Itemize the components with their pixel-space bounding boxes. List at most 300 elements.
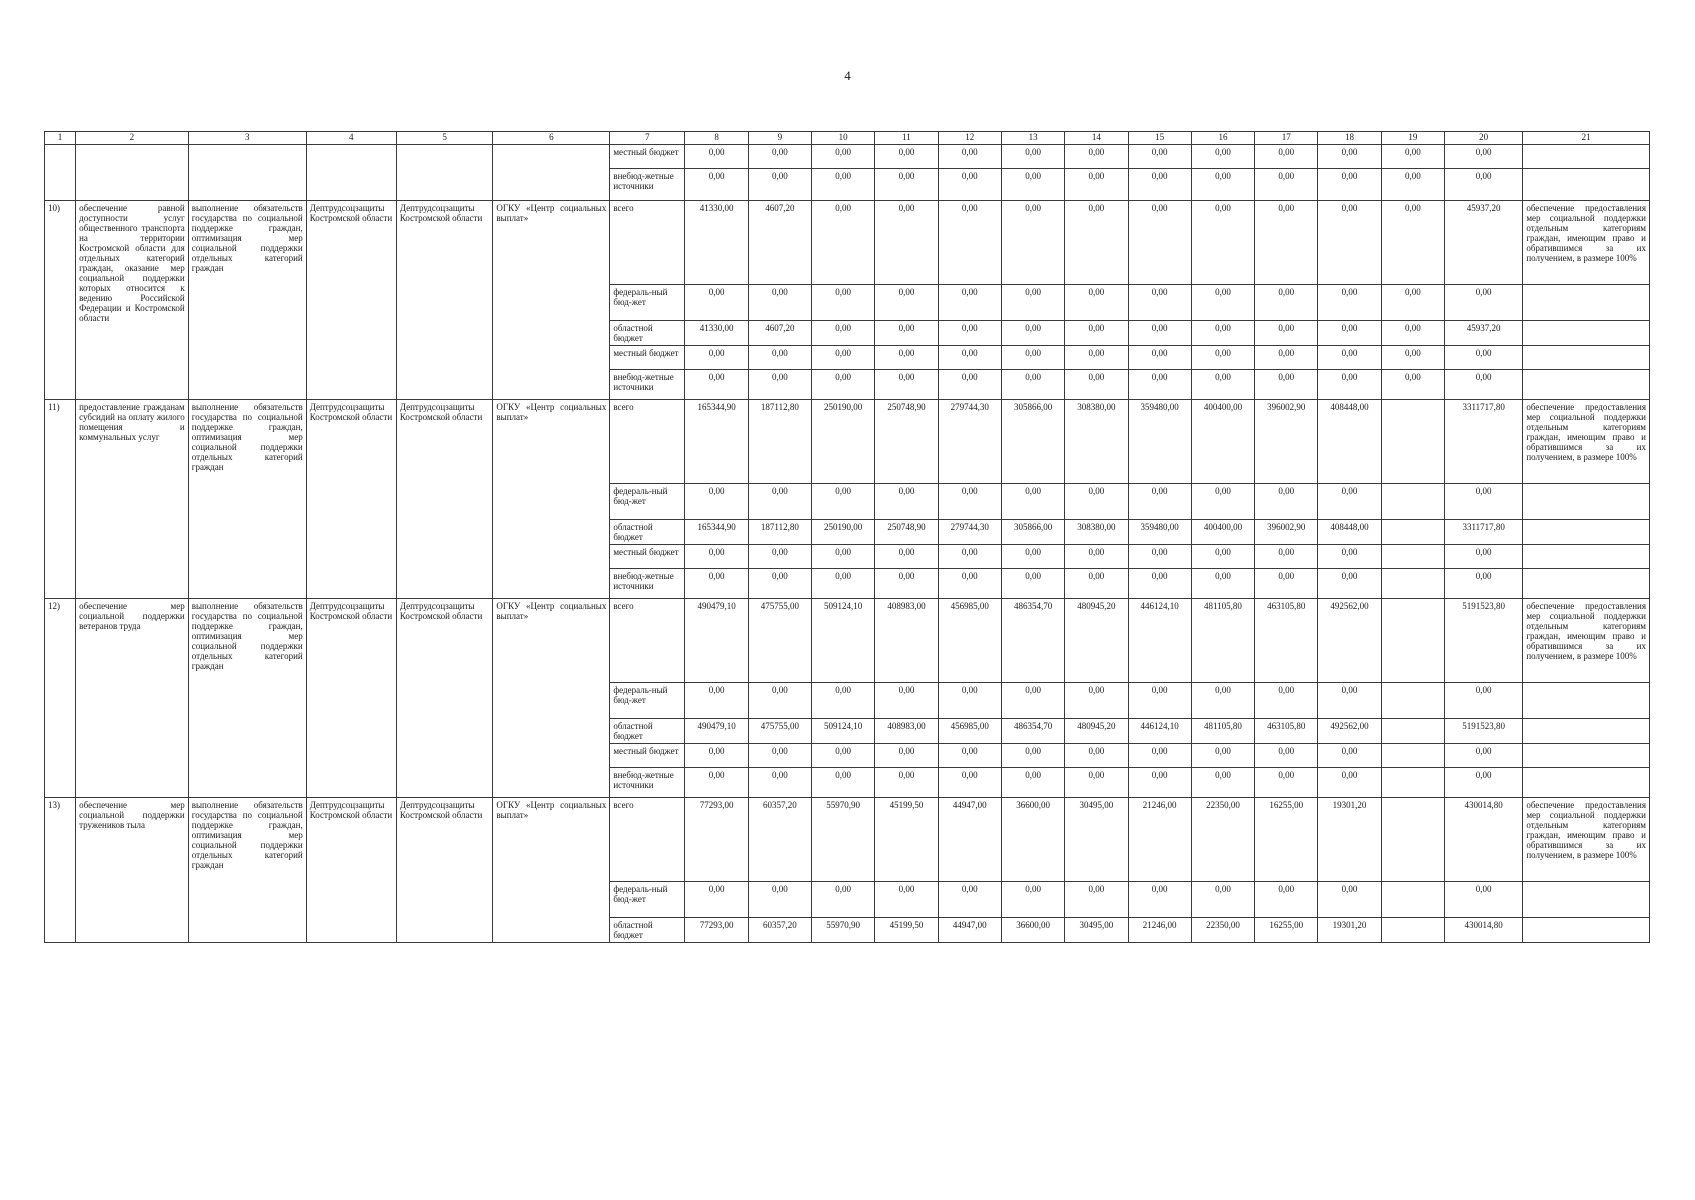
value-cell: 490479,10 <box>685 599 748 683</box>
client-cell: Дептрудсоцзащиты Костромской области <box>396 798 493 943</box>
value-cell: 0,00 <box>748 545 811 569</box>
result-cell <box>1523 744 1650 768</box>
value-cell: 0,00 <box>1318 321 1381 346</box>
value-cell: 0,00 <box>1255 569 1318 599</box>
value-cell <box>1381 798 1444 882</box>
table-row <box>45 145 1650 169</box>
value-cell: 0,00 <box>748 882 811 918</box>
value-cell: 0,00 <box>1128 744 1191 768</box>
value-cell: 0,00 <box>1001 683 1064 719</box>
value-cell: 0,00 <box>748 145 811 169</box>
value-cell <box>1381 484 1444 520</box>
value-cell <box>1381 744 1444 768</box>
budget-table <box>44 131 1650 943</box>
value-cell: 481105,80 <box>1191 599 1254 683</box>
value-cell <box>1381 768 1444 798</box>
value-cell: 0,00 <box>875 145 938 169</box>
value-cell: 0,00 <box>938 346 1001 370</box>
value-cell: 0,00 <box>1255 744 1318 768</box>
value-cell: 446124,10 <box>1128 719 1191 744</box>
value-cell: 0,00 <box>748 683 811 719</box>
value-cell: 0,00 <box>812 744 875 768</box>
funding-source: всего <box>610 798 685 882</box>
result-cell: обеспечение предоставления мер социальной поддержки отдельным категориям граждан, имеющим право и обратившимся за их получением, в размере 100% <box>1523 400 1650 484</box>
funding-source: всего <box>610 201 685 285</box>
value-cell: 0,00 <box>1128 882 1191 918</box>
result-cell <box>1523 145 1650 169</box>
value-cell: 0,00 <box>1065 744 1128 768</box>
task-cell: выполнение обязательств государства по социальной поддержке граждан, оптимизация мер социальной поддержки отдельных категорий граждан <box>188 400 306 599</box>
value-cell: 0,00 <box>1318 484 1381 520</box>
value-cell: 0,00 <box>748 484 811 520</box>
value-cell: 0,00 <box>1318 169 1381 201</box>
funding-source: внебюд-жетные источники <box>610 169 685 201</box>
executor-cell: ОГКУ «Центр социальных выплат» <box>493 201 610 400</box>
value-cell: 0,00 <box>1065 201 1128 285</box>
value-cell: 509124,10 <box>812 599 875 683</box>
value-cell: 0,00 <box>1191 145 1254 169</box>
value-cell: 0,00 <box>1191 285 1254 321</box>
header-cell: 3 <box>188 132 306 145</box>
value-cell: 45199,50 <box>875 918 938 943</box>
value-cell: 0,00 <box>1001 545 1064 569</box>
value-cell: 0,00 <box>1128 768 1191 798</box>
value-cell: 0,00 <box>812 569 875 599</box>
value-cell: 0,00 <box>685 346 748 370</box>
value-cell: 0,00 <box>1255 285 1318 321</box>
value-cell: 0,00 <box>938 683 1001 719</box>
value-cell: 0,00 <box>1065 370 1128 400</box>
value-cell: 0,00 <box>812 346 875 370</box>
funding-source: федераль-ный бюд-жет <box>610 484 685 520</box>
value-cell: 475755,00 <box>748 719 811 744</box>
funding-source: местный бюджет <box>610 744 685 768</box>
header-cell: 12 <box>938 132 1001 145</box>
header-cell: 20 <box>1445 132 1523 145</box>
value-cell: 0,00 <box>1065 882 1128 918</box>
value-cell: 279744,30 <box>938 520 1001 545</box>
total-cell: 0,00 <box>1445 285 1523 321</box>
value-cell: 0,00 <box>1001 321 1064 346</box>
value-cell: 0,00 <box>812 882 875 918</box>
value-cell: 30495,00 <box>1065 918 1128 943</box>
value-cell: 0,00 <box>1191 545 1254 569</box>
value-cell: 0,00 <box>938 768 1001 798</box>
executor-cell: ОГКУ «Центр социальных выплат» <box>493 798 610 943</box>
value-cell: 0,00 <box>1318 370 1381 400</box>
value-cell: 0,00 <box>1065 321 1128 346</box>
value-cell: 0,00 <box>1318 744 1381 768</box>
value-cell: 0,00 <box>1255 145 1318 169</box>
value-cell: 165344,90 <box>685 400 748 484</box>
empty-cell <box>396 145 493 201</box>
value-cell: 77293,00 <box>685 918 748 943</box>
funding-source: областной бюджет <box>610 719 685 744</box>
value-cell: 0,00 <box>748 569 811 599</box>
client-cell: Дептрудсоцзащиты Костромской области <box>396 400 493 599</box>
value-cell: 30495,00 <box>1065 798 1128 882</box>
value-cell: 463105,80 <box>1255 599 1318 683</box>
value-cell: 0,00 <box>1191 346 1254 370</box>
value-cell: 0,00 <box>1065 768 1128 798</box>
header-cell: 17 <box>1255 132 1318 145</box>
value-cell: 0,00 <box>1191 744 1254 768</box>
total-cell: 0,00 <box>1445 169 1523 201</box>
value-cell: 0,00 <box>1255 169 1318 201</box>
funding-source: областной бюджет <box>610 918 685 943</box>
value-cell: 279744,30 <box>938 400 1001 484</box>
value-cell: 0,00 <box>748 370 811 400</box>
value-cell: 396002,90 <box>1255 400 1318 484</box>
total-cell: 0,00 <box>1445 882 1523 918</box>
value-cell: 400400,00 <box>1191 520 1254 545</box>
header-cell: 7 <box>610 132 685 145</box>
value-cell: 250190,00 <box>812 520 875 545</box>
value-cell: 0,00 <box>685 882 748 918</box>
value-cell: 0,00 <box>1065 285 1128 321</box>
value-cell: 0,00 <box>875 569 938 599</box>
value-cell: 0,00 <box>1128 545 1191 569</box>
value-cell <box>1381 719 1444 744</box>
result-cell <box>1523 545 1650 569</box>
value-cell: 0,00 <box>1128 201 1191 285</box>
value-cell: 22350,00 <box>1191 918 1254 943</box>
value-cell: 55970,90 <box>812 918 875 943</box>
value-cell: 0,00 <box>1318 545 1381 569</box>
value-cell: 0,00 <box>748 346 811 370</box>
value-cell: 0,00 <box>1001 346 1064 370</box>
total-cell: 45937,20 <box>1445 201 1523 285</box>
value-cell: 0,00 <box>875 346 938 370</box>
value-cell: 60357,20 <box>748 918 811 943</box>
result-cell <box>1523 370 1650 400</box>
table-row <box>45 201 1650 285</box>
total-cell: 0,00 <box>1445 569 1523 599</box>
value-cell: 486354,70 <box>1001 719 1064 744</box>
value-cell: 408448,00 <box>1318 520 1381 545</box>
header-cell: 1 <box>45 132 76 145</box>
value-cell: 0,00 <box>875 484 938 520</box>
client-cell: Дептрудсоцзащиты Костромской области <box>396 201 493 400</box>
header-cell: 5 <box>396 132 493 145</box>
value-cell: 400400,00 <box>1191 400 1254 484</box>
client-cell: Дептрудсоцзащиты Костромской области <box>396 599 493 798</box>
value-cell: 0,00 <box>1001 145 1064 169</box>
value-cell: 0,00 <box>685 370 748 400</box>
value-cell: 0,00 <box>1255 882 1318 918</box>
table-row <box>45 400 1650 484</box>
value-cell: 0,00 <box>685 683 748 719</box>
value-cell: 396002,90 <box>1255 520 1318 545</box>
total-cell: 0,00 <box>1445 744 1523 768</box>
value-cell: 0,00 <box>1255 545 1318 569</box>
value-cell: 21246,00 <box>1128 918 1191 943</box>
value-cell: 36600,00 <box>1001 798 1064 882</box>
value-cell <box>1381 683 1444 719</box>
total-cell: 0,00 <box>1445 484 1523 520</box>
value-cell: 481105,80 <box>1191 719 1254 744</box>
measure-name: обеспечение равной доступности услуг общественного транспорта на территории Костромской области для отдельных категорий граждан, оказание мер социальной поддержки которых относится к ведению Российской Федерации и Костромской области <box>76 201 189 400</box>
result-cell <box>1523 768 1650 798</box>
value-cell: 408983,00 <box>875 719 938 744</box>
value-cell: 0,00 <box>1065 683 1128 719</box>
value-cell: 463105,80 <box>1255 719 1318 744</box>
value-cell: 0,00 <box>1191 683 1254 719</box>
value-cell: 41330,00 <box>685 201 748 285</box>
value-cell: 0,00 <box>1191 882 1254 918</box>
value-cell: 0,00 <box>1381 321 1444 346</box>
value-cell: 0,00 <box>1318 683 1381 719</box>
header-cell: 18 <box>1318 132 1381 145</box>
total-cell: 5191523,80 <box>1445 719 1523 744</box>
value-cell: 0,00 <box>812 370 875 400</box>
value-cell: 308380,00 <box>1065 400 1128 484</box>
value-cell: 77293,00 <box>685 798 748 882</box>
value-cell: 0,00 <box>1381 169 1444 201</box>
value-cell: 0,00 <box>875 321 938 346</box>
executor-cell: ОГКУ «Центр социальных выплат» <box>493 400 610 599</box>
value-cell: 0,00 <box>875 683 938 719</box>
value-cell: 0,00 <box>1001 768 1064 798</box>
value-cell: 0,00 <box>1128 321 1191 346</box>
value-cell: 0,00 <box>1318 569 1381 599</box>
total-cell: 45937,20 <box>1445 321 1523 346</box>
value-cell: 0,00 <box>1001 169 1064 201</box>
value-cell: 0,00 <box>812 484 875 520</box>
value-cell <box>1381 520 1444 545</box>
funding-source: федераль-ный бюд-жет <box>610 683 685 719</box>
result-cell <box>1523 683 1650 719</box>
value-cell: 446124,10 <box>1128 599 1191 683</box>
value-cell: 0,00 <box>938 169 1001 201</box>
total-cell: 3311717,80 <box>1445 400 1523 484</box>
result-cell: обеспечение предоставления мер социальной поддержки отдельным категориям граждан, имеющим право и обратившимся за их получением, в размере 100% <box>1523 599 1650 683</box>
value-cell: 0,00 <box>875 744 938 768</box>
value-cell: 0,00 <box>875 882 938 918</box>
funding-source: местный бюджет <box>610 346 685 370</box>
value-cell: 0,00 <box>748 169 811 201</box>
header-cell: 14 <box>1065 132 1128 145</box>
value-cell: 0,00 <box>685 285 748 321</box>
funding-source: областной бюджет <box>610 321 685 346</box>
value-cell: 475755,00 <box>748 599 811 683</box>
header-cell: 4 <box>306 132 396 145</box>
value-cell: 0,00 <box>812 201 875 285</box>
total-cell: 0,00 <box>1445 545 1523 569</box>
value-cell: 0,00 <box>1065 145 1128 169</box>
value-cell: 0,00 <box>685 744 748 768</box>
header-cell: 21 <box>1523 132 1650 145</box>
value-cell: 0,00 <box>812 169 875 201</box>
value-cell: 250748,90 <box>875 400 938 484</box>
value-cell: 0,00 <box>1318 285 1381 321</box>
value-cell: 0,00 <box>1255 370 1318 400</box>
value-cell: 0,00 <box>938 569 1001 599</box>
measure-name: обеспечение мер социальной поддержки ветеранов труда <box>76 599 189 798</box>
empty-cell <box>76 145 189 201</box>
value-cell: 0,00 <box>875 768 938 798</box>
result-cell <box>1523 346 1650 370</box>
value-cell: 0,00 <box>938 201 1001 285</box>
value-cell: 0,00 <box>1255 484 1318 520</box>
header-cell: 10 <box>812 132 875 145</box>
value-cell: 0,00 <box>875 169 938 201</box>
value-cell: 0,00 <box>1001 744 1064 768</box>
value-cell: 187112,80 <box>748 400 811 484</box>
total-cell: 0,00 <box>1445 346 1523 370</box>
value-cell: 0,00 <box>812 285 875 321</box>
value-cell: 0,00 <box>875 285 938 321</box>
value-cell: 0,00 <box>1065 484 1128 520</box>
value-cell: 490479,10 <box>685 719 748 744</box>
value-cell: 165344,90 <box>685 520 748 545</box>
value-cell: 0,00 <box>1128 346 1191 370</box>
value-cell: 0,00 <box>938 285 1001 321</box>
result-cell <box>1523 569 1650 599</box>
value-cell: 0,00 <box>812 768 875 798</box>
value-cell: 0,00 <box>1191 321 1254 346</box>
item-number: 12) <box>45 599 76 798</box>
funding-source: всего <box>610 599 685 683</box>
value-cell: 0,00 <box>938 484 1001 520</box>
value-cell: 0,00 <box>1318 768 1381 798</box>
value-cell: 0,00 <box>1191 370 1254 400</box>
value-cell: 0,00 <box>1381 370 1444 400</box>
result-cell: обеспечение предоставления мер социальной поддержки отдельным категориям граждан, имеющим право и обратившимся за их получением, в размере 100% <box>1523 798 1650 882</box>
value-cell: 0,00 <box>938 321 1001 346</box>
measure-name: обеспечение мер социальной поддержки тружеников тыла <box>76 798 189 943</box>
value-cell: 0,00 <box>1128 370 1191 400</box>
value-cell: 0,00 <box>1065 569 1128 599</box>
value-cell <box>1381 882 1444 918</box>
value-cell: 19301,20 <box>1318 798 1381 882</box>
value-cell: 0,00 <box>685 169 748 201</box>
empty-cell <box>45 145 76 201</box>
item-number: 11) <box>45 400 76 599</box>
result-cell <box>1523 882 1650 918</box>
header-cell: 15 <box>1128 132 1191 145</box>
value-cell <box>1381 918 1444 943</box>
value-cell: 187112,80 <box>748 520 811 545</box>
header-cell: 2 <box>76 132 189 145</box>
value-cell: 250190,00 <box>812 400 875 484</box>
value-cell: 0,00 <box>1191 201 1254 285</box>
value-cell: 0,00 <box>1065 169 1128 201</box>
value-cell: 0,00 <box>938 145 1001 169</box>
value-cell: 4607,20 <box>748 201 811 285</box>
value-cell: 456985,00 <box>938 599 1001 683</box>
funding-source: внебюд-жетные источники <box>610 370 685 400</box>
result-cell <box>1523 484 1650 520</box>
page-number: 4 <box>844 68 851 83</box>
value-cell: 0,00 <box>1318 145 1381 169</box>
value-cell: 308380,00 <box>1065 520 1128 545</box>
value-cell: 0,00 <box>938 545 1001 569</box>
responsible-cell: Дептрудсоцзащиты Костромской области <box>306 599 396 798</box>
header-cell: 6 <box>493 132 610 145</box>
value-cell: 21246,00 <box>1128 798 1191 882</box>
total-cell: 430014,80 <box>1445 918 1523 943</box>
value-cell: 0,00 <box>1381 285 1444 321</box>
value-cell: 0,00 <box>748 768 811 798</box>
value-cell: 0,00 <box>1255 346 1318 370</box>
item-number: 13) <box>45 798 76 943</box>
value-cell <box>1381 569 1444 599</box>
value-cell <box>1381 545 1444 569</box>
value-cell: 480945,20 <box>1065 599 1128 683</box>
value-cell: 408448,00 <box>1318 400 1381 484</box>
value-cell: 250748,90 <box>875 520 938 545</box>
value-cell: 0,00 <box>938 370 1001 400</box>
empty-cell <box>493 145 610 201</box>
table-row <box>45 798 1650 882</box>
responsible-cell: Дептрудсоцзащиты Костромской области <box>306 798 396 943</box>
value-cell: 0,00 <box>1001 484 1064 520</box>
funding-source: областной бюджет <box>610 520 685 545</box>
value-cell: 0,00 <box>1001 201 1064 285</box>
funding-source: внебюд-жетные источники <box>610 768 685 798</box>
header-row <box>45 132 1650 145</box>
value-cell: 0,00 <box>1318 882 1381 918</box>
value-cell: 19301,20 <box>1318 918 1381 943</box>
value-cell: 0,00 <box>1381 145 1444 169</box>
value-cell: 0,00 <box>1065 346 1128 370</box>
header-cell: 13 <box>1001 132 1064 145</box>
value-cell: 0,00 <box>1255 768 1318 798</box>
task-cell: выполнение обязательств государства по социальной поддержке граждан, оптимизация мер социальной поддержки отдельных категорий граждан <box>188 599 306 798</box>
value-cell: 0,00 <box>1128 145 1191 169</box>
value-cell: 0,00 <box>1065 545 1128 569</box>
value-cell: 0,00 <box>685 768 748 798</box>
funding-source: местный бюджет <box>610 545 685 569</box>
executor-cell: ОГКУ «Центр социальных выплат» <box>493 599 610 798</box>
value-cell: 16255,00 <box>1255 918 1318 943</box>
value-cell: 55970,90 <box>812 798 875 882</box>
value-cell: 0,00 <box>812 545 875 569</box>
funding-source: внебюд-жетные источники <box>610 569 685 599</box>
value-cell: 0,00 <box>1191 169 1254 201</box>
value-cell <box>1381 400 1444 484</box>
value-cell: 0,00 <box>1255 201 1318 285</box>
result-cell <box>1523 169 1650 201</box>
value-cell: 41330,00 <box>685 321 748 346</box>
total-cell: 0,00 <box>1445 370 1523 400</box>
total-cell: 430014,80 <box>1445 798 1523 882</box>
value-cell: 0,00 <box>1128 569 1191 599</box>
value-cell: 0,00 <box>685 545 748 569</box>
value-cell: 0,00 <box>875 545 938 569</box>
table-row <box>45 599 1650 683</box>
funding-source: местный бюджет <box>610 145 685 169</box>
total-cell: 5191523,80 <box>1445 599 1523 683</box>
value-cell: 0,00 <box>1191 569 1254 599</box>
value-cell: 0,00 <box>685 569 748 599</box>
funding-source: федераль-ный бюд-жет <box>610 285 685 321</box>
result-cell: обеспечение предоставления мер социальной поддержки отдельным категориям граждан, имеющим право и обратившимся за их получением, в размере 100% <box>1523 201 1650 285</box>
value-cell: 0,00 <box>812 145 875 169</box>
value-cell: 0,00 <box>1318 201 1381 285</box>
header-cell: 19 <box>1381 132 1444 145</box>
value-cell: 44947,00 <box>938 918 1001 943</box>
total-cell: 3311717,80 <box>1445 520 1523 545</box>
result-cell <box>1523 321 1650 346</box>
value-cell: 16255,00 <box>1255 798 1318 882</box>
value-cell: 359480,00 <box>1128 400 1191 484</box>
value-cell: 0,00 <box>1318 346 1381 370</box>
responsible-cell: Дептрудсоцзащиты Костромской области <box>306 201 396 400</box>
value-cell: 456985,00 <box>938 719 1001 744</box>
value-cell: 0,00 <box>875 370 938 400</box>
